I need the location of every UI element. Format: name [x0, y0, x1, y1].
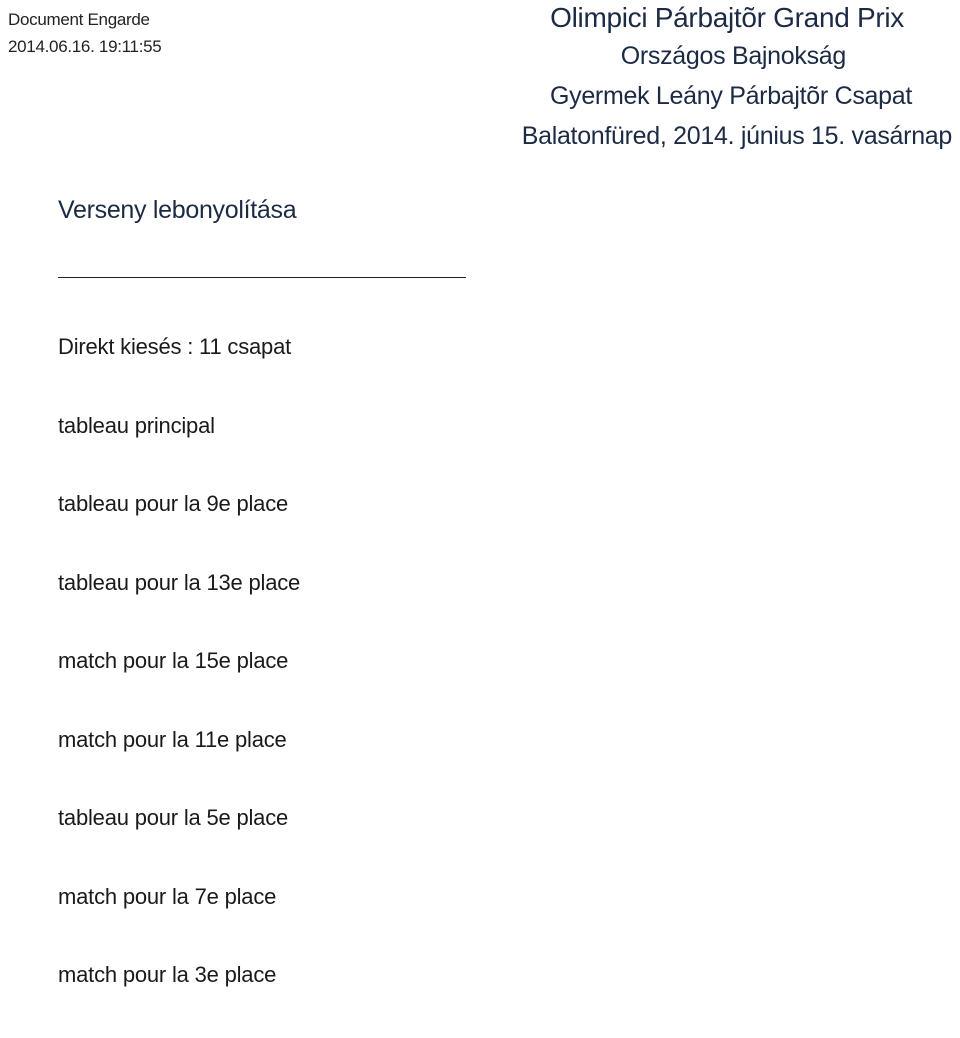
- format-line: tableau pour la 13e place: [58, 569, 301, 595]
- print-timestamp: 2014.06.16. 19:11:55: [8, 37, 162, 56]
- event-title: Olimpici Párbajtõr Grand Prix: [550, 2, 904, 33]
- format-line: match pour la 11e place: [58, 726, 287, 752]
- format-line: match pour la 7e place: [58, 883, 277, 909]
- format-line: tableau principal: [58, 412, 215, 438]
- format-line: match pour la 3e place: [58, 962, 277, 987]
- format-line: Direkt kiesés : 11 csapat: [58, 334, 292, 359]
- event-category: Gyermek Leány Párbajtõr Csapat: [549, 82, 912, 110]
- event-subtitle: Országos Bajnokság: [620, 42, 846, 70]
- format-line: tableau pour la 9e place: [58, 491, 289, 516]
- app-name: Document Engarde: [8, 10, 150, 29]
- event-venue-date: Balatonfüred, 2014. június 15. vasárnap: [521, 122, 952, 150]
- document-meta: [8, 6, 161, 60]
- format-line: tableau pour la 5e place: [58, 805, 289, 830]
- section-title: Verseny lebonyolítása: [58, 196, 297, 224]
- section-divider: [58, 277, 466, 278]
- format-list: [58, 331, 300, 1038]
- format-line: match pour la 15e place: [58, 648, 289, 673]
- event-header: [312, 0, 952, 156]
